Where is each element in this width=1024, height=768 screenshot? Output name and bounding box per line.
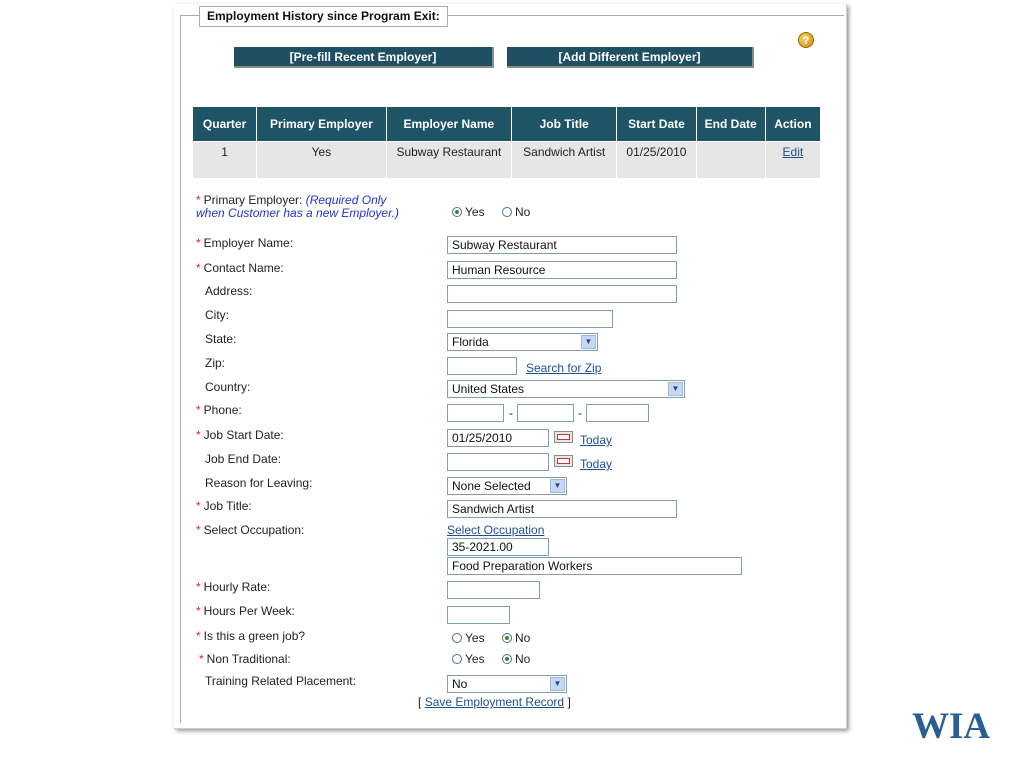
green-job-label: * Is this a green job? bbox=[196, 629, 306, 643]
training-related-select[interactable]: No ▼ bbox=[447, 675, 567, 693]
state-label: State: bbox=[205, 332, 237, 346]
end-today-link[interactable]: Today bbox=[580, 457, 613, 471]
cell-action bbox=[765, 142, 820, 179]
calendar-icon[interactable] bbox=[554, 455, 573, 467]
cell-employer: Subway Restaurant bbox=[386, 142, 511, 179]
cell-job-title: Sandwich Artist bbox=[512, 142, 617, 179]
occupation-name-input[interactable]: Food Preparation Workers bbox=[447, 557, 742, 575]
search-for-zip-link[interactable]: Search for Zip bbox=[526, 361, 602, 375]
primary-employer-yes[interactable]: Yes bbox=[452, 206, 485, 219]
radio-selected-icon bbox=[502, 654, 512, 664]
cell-start-date: 01/25/2010 bbox=[617, 142, 696, 179]
city-input[interactable] bbox=[447, 310, 613, 328]
state-select[interactable]: Florida ▼ bbox=[447, 333, 598, 351]
phone-label: * Phone: bbox=[196, 403, 242, 417]
radio-empty-icon bbox=[452, 633, 462, 643]
primary-employer-note: (Required Only when Customer has a new Employer.) bbox=[196, 193, 399, 220]
phone-separator: - bbox=[509, 406, 513, 420]
non-traditional-no[interactable]: No bbox=[502, 653, 530, 666]
header-start-date: Start Date bbox=[617, 107, 696, 142]
prefill-recent-employer-button[interactable]: [Pre-fill Recent Employer] bbox=[234, 47, 494, 68]
reason-for-leaving-select[interactable]: None Selected ▼ bbox=[447, 477, 567, 495]
chevron-down-icon: ▼ bbox=[550, 677, 565, 691]
non-traditional-label: * Non Traditional: bbox=[199, 652, 291, 666]
address-input[interactable] bbox=[447, 285, 677, 303]
radio-selected-icon bbox=[452, 207, 462, 217]
primary-employer-no[interactable]: No bbox=[502, 206, 530, 219]
header-action: Action bbox=[765, 107, 820, 142]
country-label: Country: bbox=[205, 380, 251, 394]
job-end-date-label: Job End Date: bbox=[205, 452, 282, 466]
header-quarter: Quarter bbox=[193, 107, 257, 142]
training-related-label: Training Related Placement: bbox=[205, 674, 356, 688]
employment-table bbox=[192, 106, 821, 179]
hours-per-week-label: * Hours Per Week: bbox=[196, 604, 295, 618]
occupation-code-input[interactable]: 35-2021.00 bbox=[447, 538, 549, 556]
chevron-down-icon: ▼ bbox=[668, 382, 683, 396]
header-employer-name: Employer Name bbox=[386, 107, 511, 142]
cell-quarter: 1 bbox=[193, 142, 257, 179]
table-header-row bbox=[193, 107, 821, 142]
wia-logo: WIA bbox=[912, 706, 991, 747]
green-job-yes[interactable]: Yes bbox=[452, 632, 485, 645]
start-today-link[interactable]: Today bbox=[580, 433, 613, 447]
add-different-employer-button[interactable]: [Add Different Employer] bbox=[507, 47, 754, 68]
hourly-rate-label: * Hourly Rate: bbox=[196, 580, 271, 594]
hourly-rate-input[interactable] bbox=[447, 581, 540, 599]
phone-line-input[interactable] bbox=[586, 404, 649, 422]
edit-link[interactable]: Edit bbox=[782, 145, 804, 159]
city-label: City: bbox=[205, 308, 229, 322]
chevron-down-icon: ▼ bbox=[581, 335, 596, 349]
country-select[interactable]: United States ▼ bbox=[447, 380, 685, 398]
cell-primary: Yes bbox=[257, 142, 386, 179]
employer-name-label: * Employer Name: bbox=[196, 236, 294, 250]
cell-end-date bbox=[696, 142, 765, 179]
zip-input[interactable] bbox=[447, 357, 517, 375]
question-icon[interactable]: ? bbox=[798, 32, 814, 48]
phone-separator: - bbox=[578, 406, 582, 420]
phone-area-input[interactable] bbox=[447, 404, 504, 422]
phone-prefix-input[interactable] bbox=[517, 404, 574, 422]
section-legend: Employment History since Program Exit: bbox=[199, 6, 448, 27]
contact-name-input[interactable]: Human Resource bbox=[447, 261, 677, 279]
job-start-date-input[interactable]: 01/25/2010 bbox=[447, 429, 549, 447]
radio-empty-icon bbox=[452, 654, 462, 664]
radio-empty-icon bbox=[502, 207, 512, 217]
chevron-down-icon: ▼ bbox=[550, 479, 565, 493]
job-title-input[interactable]: Sandwich Artist bbox=[447, 500, 677, 518]
select-occupation-link[interactable]: Select Occupation bbox=[447, 523, 545, 537]
reason-for-leaving-label: Reason for Leaving: bbox=[205, 476, 313, 490]
employer-name-input[interactable]: Subway Restaurant bbox=[447, 236, 677, 254]
green-job-no[interactable]: No bbox=[502, 632, 530, 645]
hours-per-week-input[interactable] bbox=[447, 606, 510, 624]
select-occupation-label: * Select Occupation: bbox=[196, 523, 305, 537]
non-traditional-yes[interactable]: Yes bbox=[452, 653, 485, 666]
zip-label: Zip: bbox=[205, 356, 226, 370]
job-start-date-label: * Job Start Date: bbox=[196, 428, 284, 442]
job-title-label: * Job Title: bbox=[196, 499, 252, 513]
job-end-date-input[interactable] bbox=[447, 453, 549, 471]
radio-selected-icon bbox=[502, 633, 512, 643]
save-employment-record-link[interactable]: Save Employment Record bbox=[424, 695, 565, 709]
save-record-wrapper: [ Save Employment Record ] bbox=[418, 695, 571, 709]
header-end-date: End Date bbox=[696, 107, 765, 142]
address-label: Address: bbox=[205, 284, 253, 298]
table-row bbox=[193, 142, 821, 179]
header-job-title: Job Title bbox=[512, 107, 617, 142]
primary-employer-label: * Primary Employer: (Required Only when Customer has a new Employer.) bbox=[196, 193, 399, 220]
calendar-icon[interactable] bbox=[554, 431, 573, 443]
fieldset-border-left bbox=[180, 15, 181, 723]
contact-name-label: * Contact Name: bbox=[196, 261, 284, 275]
header-primary-employer: Primary Employer bbox=[257, 107, 386, 142]
